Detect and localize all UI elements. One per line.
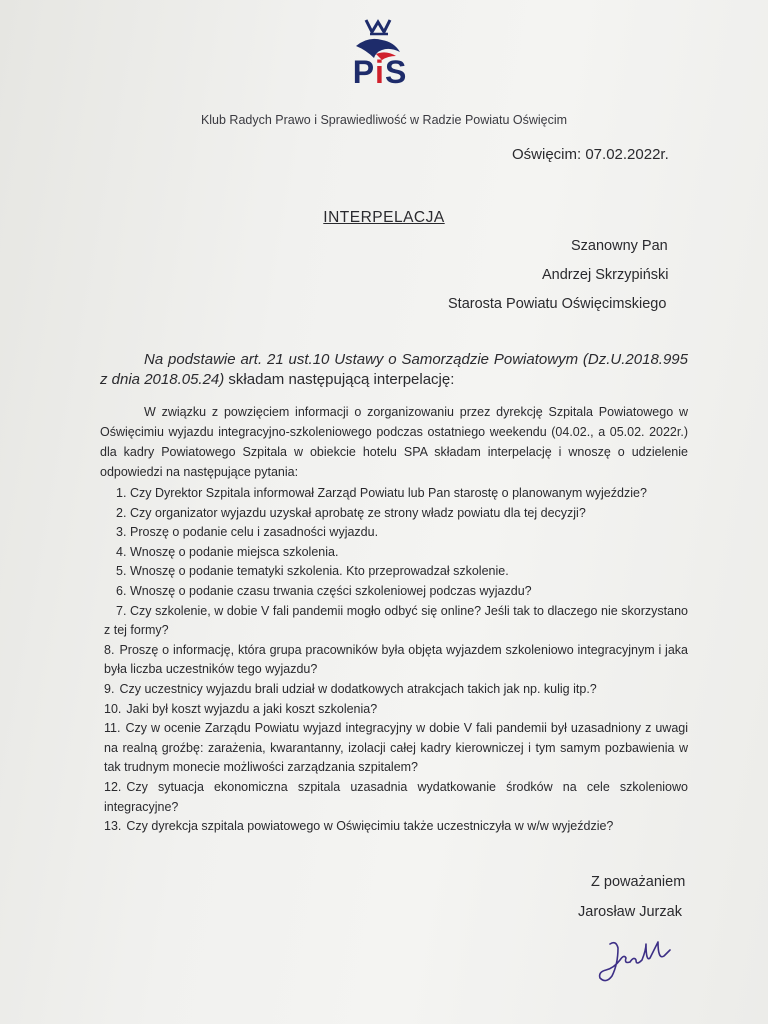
question-item	[104, 700, 688, 720]
addressee-name: Andrzej Skrzypiński	[542, 267, 669, 283]
question-item	[104, 817, 688, 837]
question-item	[104, 582, 688, 602]
question-text: Czy w ocenie Zarządu Powiatu wyjazd integracyjny w dobie V fali pandemii był uzasadniony z uwagi na realną groźbę: zarażenia, kwarantanny, izolacji całej kadry kierowniczej i tym samym pozbawienia w tak trudnym monecie możliwości zarządzania szpitalem?	[104, 721, 688, 775]
pis-logo-text: PiS	[352, 54, 408, 90]
question-item	[104, 680, 688, 700]
question-number: 7.	[116, 603, 127, 618]
club-name: Klub Radych Prawo i Sprawiedliwość w Radzie Powiatu Oświęcim	[200, 113, 568, 127]
question-number: 11.	[104, 721, 121, 736]
question-text: Jaki był koszt wyjazdu a jaki koszt szkolenia?	[126, 701, 378, 716]
question-number: 8.	[104, 642, 115, 657]
question-number: 5.	[116, 564, 127, 579]
question-text: Czy dyrekcja szpitala powiatowego w Oświęcimiu także uczestniczyła w w/w wyjeździe?	[126, 819, 614, 834]
question-number: 10.	[104, 701, 122, 716]
closing-phrase: Z poważaniem	[591, 874, 686, 890]
question-text: Wnoszę o podanie miejsca szkolenia.	[130, 544, 339, 559]
question-text: Czy sytuacja ekonomiczna szpitala uzasadnia wydatkowanie środków na cele szkoleniowo integracyjne?	[104, 779, 688, 814]
question-item	[104, 504, 688, 524]
question-item	[104, 602, 688, 641]
legal-basis-citation: Na podstawie art. 21 ust.10 Ustawy o Samorządzie Powiatowym (Dz.U.2018.995 z dnia 2018.05.24)	[100, 351, 688, 388]
question-item	[104, 562, 688, 582]
question-item	[104, 523, 688, 543]
addressee-salutation: Szanowny Pan	[571, 238, 668, 254]
question-item	[104, 719, 688, 778]
question-text: Czy Dyrektor Szpitala informował Zarząd Powiatu lub Pan starostę o planowanym wyjeździe?	[130, 486, 647, 500]
date-line: Oświęcim: 07.02.2022r.	[512, 146, 669, 163]
document-title: INTERPELACJA	[323, 209, 445, 226]
question-number: 1.	[116, 486, 127, 500]
questions-list	[104, 484, 688, 837]
intro-paragraph: W związku z powzięciem informacji o zorganizowaniu przez dyrekcję Szpitala Powiatowego w Oświęcimiu wyjazdu integracyjno-szkoleniowego podczas ostatniego weekendu (04.02., a 05.02. 2022r.) dla kadry Powiatowego Szpitala w obiekcie hotelu SPA składam interpelację i wnoszę o udzielenie odpowiedzi na następujące pytania:	[100, 405, 688, 479]
question-number: 6.	[116, 583, 127, 598]
question-text: Wnoszę o podanie czasu trwania części szkoleniowej podczas wyjazdu?	[130, 583, 532, 598]
legal-basis-statement: składam następującą interpelację:	[224, 371, 455, 388]
question-number: 12.	[104, 779, 122, 794]
question-text: Wnoszę o podanie tematyki szkolenia. Kto przeprowadzał szkolenie.	[130, 564, 509, 579]
question-number: 2.	[116, 505, 127, 520]
question-item	[104, 484, 688, 504]
question-text: Proszę o informację, która grupa pracowników była objęta wyjazdem szkoleniowo integracyjnym i jaka była liczba uczestników tego wyjazdu?	[104, 642, 688, 677]
question-number: 13.	[104, 819, 122, 834]
question-number: 3.	[116, 525, 127, 540]
legal-basis	[100, 350, 688, 390]
question-item	[104, 543, 688, 563]
question-text: Czy szkolenie, w dobie V fali pandemii mogło odbyć się online? Jeśli tak to dlaczego nie skorzystano z tej formy?	[104, 603, 688, 638]
question-item	[104, 778, 688, 817]
handwritten-signature-icon	[596, 934, 692, 988]
question-number: 4.	[116, 544, 127, 559]
question-text: Czy uczestnicy wyjazdu brali udział w dodatkowych atrakcjach takich jak np. kulig itp.?	[119, 681, 597, 696]
addressee-position: Starosta Powiatu Oświęcimskiego	[448, 296, 667, 312]
signer-name: Jarosław Jurzak	[578, 904, 682, 920]
question-item	[104, 641, 688, 680]
question-text: Proszę o podanie celu i zasadności wyjazdu.	[130, 525, 379, 540]
question-text: Czy organizator wyjazdu uzyskał aprobatę ze strony władz powiatu dla tej decyzji?	[130, 505, 586, 520]
question-number: 9.	[104, 681, 115, 696]
